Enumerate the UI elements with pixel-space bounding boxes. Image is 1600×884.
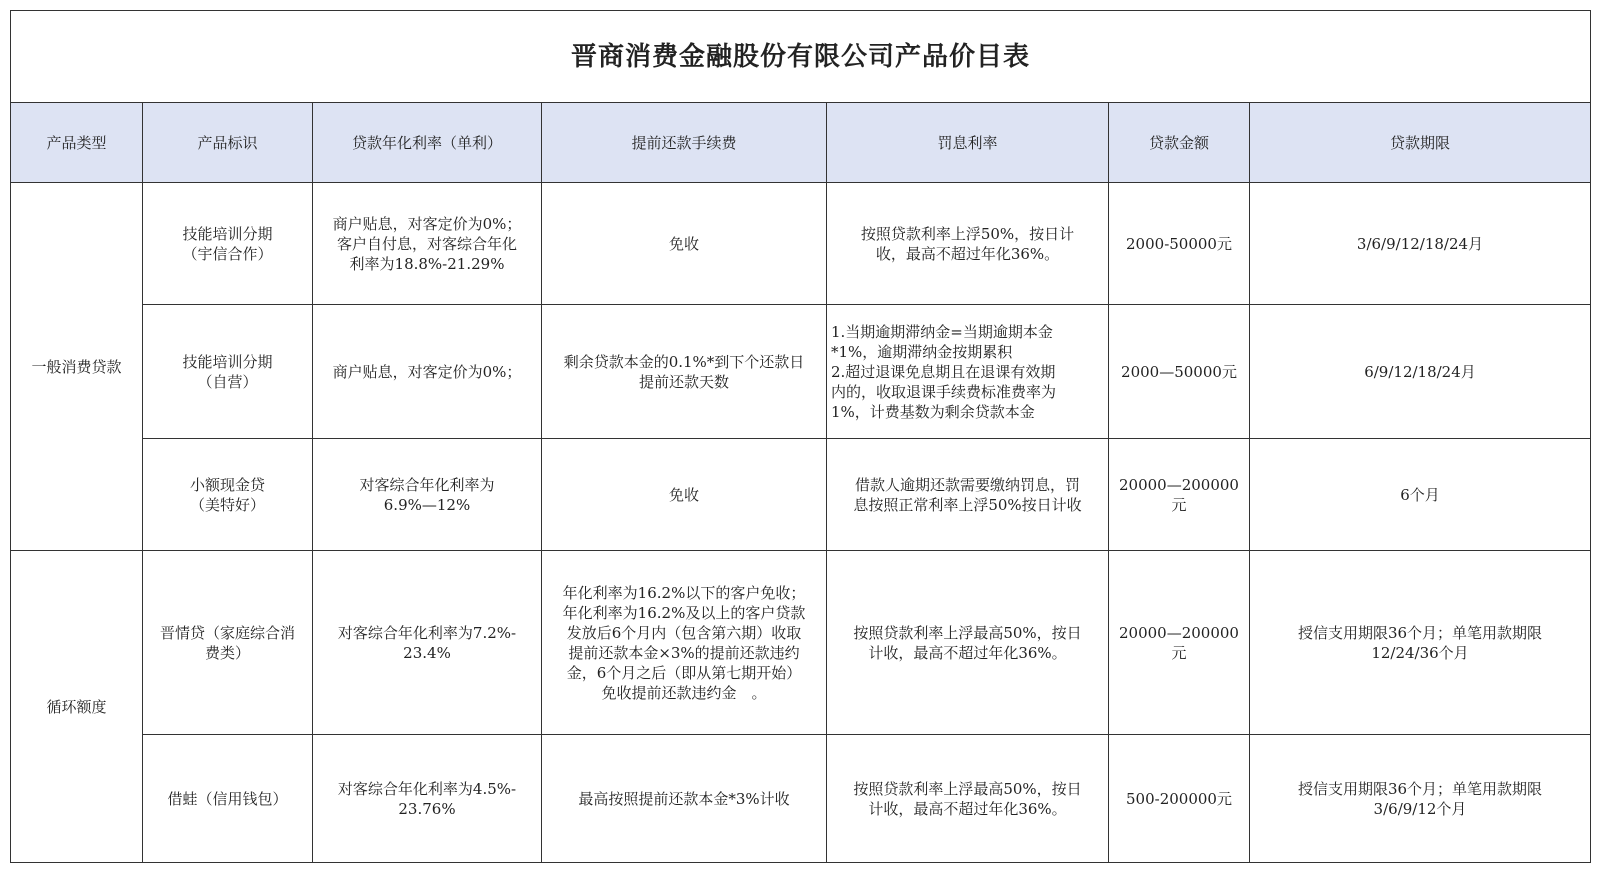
term-cell: 授信支用期限36个月；单笔用款期限 3/6/9/12个月 [1250,735,1591,863]
penalty-cell: 按照贷款利率上浮最高50%，按日 计收，最高不超过年化36%。 [827,735,1109,863]
table-row [11,305,1591,439]
rate-cell: 对客综合年化利率为7.2%- 23.4% [313,551,542,735]
penalty-cell: 按照贷款利率上浮50%，按日计 收，最高不超过年化36%。 [827,183,1109,305]
amount-cell: 20000—200000元 [1109,551,1250,735]
product-cell: 技能培训分期 （自营） [143,305,313,439]
header-product-id: 产品标识 [143,103,313,183]
product-cell: 晋情贷（家庭综合消 费类） [143,551,313,735]
category-revolving: 循环额度 [11,551,143,863]
header-product-type: 产品类型 [11,103,143,183]
amount-cell: 500-200000元 [1109,735,1250,863]
price-table [10,10,1591,863]
prepay-fee-cell: 剩余贷款本金的0.1%*到下个还款日 提前还款天数 [542,305,827,439]
rate-cell: 商户贴息，对客定价为0%； [313,305,542,439]
prepay-fee-cell: 年化利率为16.2%以下的客户免收； 年化利率为16.2%及以上的客户贷款 发放后6个月内（包含第六期）收取 提前还款本金×3%的提前还款违约 金，6个月之后（即从第七期开始） 免收提前还款违约金 。 [542,551,827,735]
term-cell: 6/9/12/18/24月 [1250,305,1591,439]
rate-cell: 对客综合年化利率为 6.9%—12% [313,439,542,551]
header-row [11,103,1591,183]
term-cell: 6个月 [1250,439,1591,551]
prepay-fee-cell: 免收 [542,183,827,305]
penalty-cell: 借款人逾期还款需要缴纳罚息，罚 息按照正常利率上浮50%按日计收 [827,439,1109,551]
amount-cell: 2000—50000元 [1109,305,1250,439]
header-loan-amount: 贷款金额 [1109,103,1250,183]
table-row [11,183,1591,305]
product-cell: 借蛙（信用钱包） [143,735,313,863]
page-title: 晋商消费金融股份有限公司产品价目表 [11,11,1591,103]
table-row [11,551,1591,735]
product-cell: 小额现金贷 （美特好） [143,439,313,551]
category-general: 一般消费贷款 [11,183,143,551]
rate-cell: 对客综合年化利率为4.5%- 23.76% [313,735,542,863]
table-row [11,439,1591,551]
product-cell: 技能培训分期 （宇信合作） [143,183,313,305]
penalty-cell: 按照贷款利率上浮最高50%，按日 计收，最高不超过年化36%。 [827,551,1109,735]
term-cell: 3/6/9/12/18/24月 [1250,183,1591,305]
amount-cell: 2000-50000元 [1109,183,1250,305]
penalty-cell: 1.当期逾期滞纳金=当期逾期本金 *1%，逾期滞纳金按期累积 2.超过退课免息期且在退课有效期 内的，收取退课手续费标准费率为 1%，计费基数为剩余贷款本金 [827,305,1109,439]
header-loan-term: 贷款期限 [1250,103,1591,183]
prepay-fee-cell: 最高按照提前还款本金*3%计收 [542,735,827,863]
amount-cell: 20000—200000元 [1109,439,1250,551]
header-penalty-rate: 罚息利率 [827,103,1109,183]
header-annual-rate: 贷款年化利率（单利） [313,103,542,183]
header-prepay-fee: 提前还款手续费 [542,103,827,183]
table-row [11,735,1591,863]
rate-cell: 商户贴息，对客定价为0%； 客户自付息，对客综合年化 利率为18.8%-21.29% [313,183,542,305]
prepay-fee-cell: 免收 [542,439,827,551]
term-cell: 授信支用期限36个月；单笔用款期限 12/24/36个月 [1250,551,1591,735]
